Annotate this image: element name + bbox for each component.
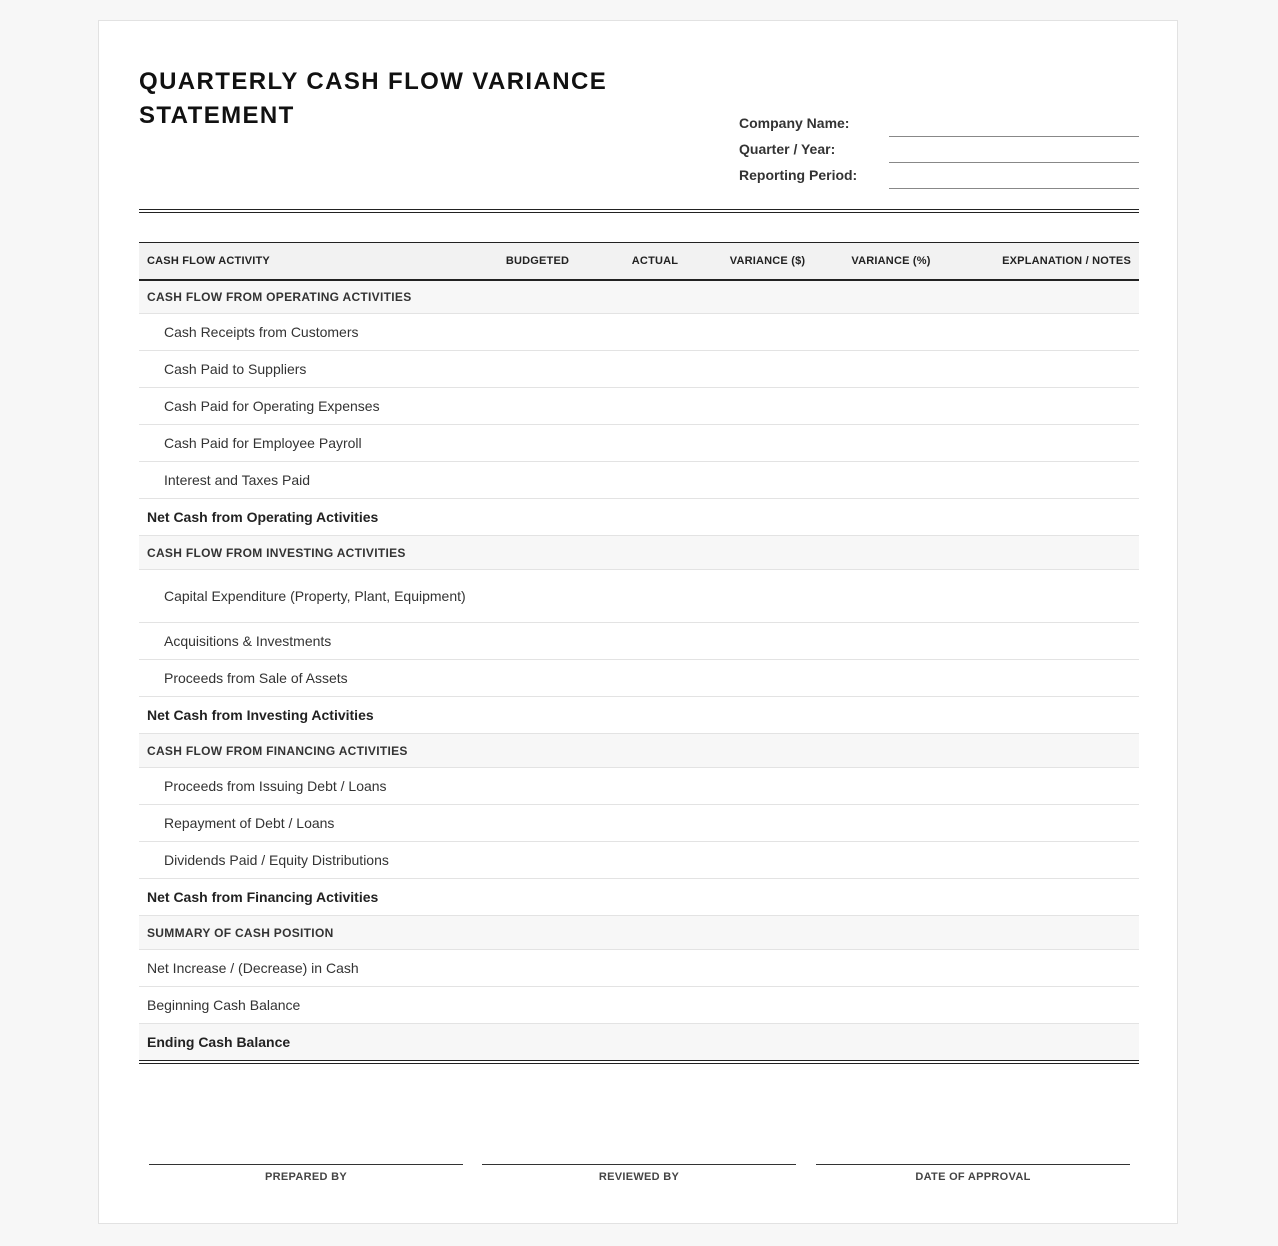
beginning-balance-row (139, 987, 1139, 1024)
budgeted-cell[interactable] (474, 462, 601, 499)
actual-cell[interactable] (601, 1024, 709, 1061)
budgeted-cell[interactable] (474, 499, 601, 536)
row-label: Proceeds from Sale of Assets (139, 660, 474, 697)
table-row (139, 388, 1139, 425)
variance-pct-cell[interactable] (826, 950, 956, 987)
actual-cell[interactable] (601, 314, 709, 351)
row-label: Cash Paid for Operating Expenses (139, 388, 474, 425)
cash-flow-table (139, 242, 1139, 1061)
variance-amount-cell[interactable] (709, 1024, 826, 1061)
budgeted-cell[interactable] (474, 950, 601, 987)
variance-pct-cell[interactable] (826, 462, 956, 499)
notes-cell[interactable] (956, 697, 1139, 734)
notes-cell[interactable] (956, 388, 1139, 425)
company-name-label: Company Name: (739, 115, 850, 131)
reporting-period-field[interactable] (889, 188, 1139, 189)
variance-pct-cell[interactable] (826, 697, 956, 734)
table-bottom-divider (139, 1060, 1139, 1064)
variance-amount-cell[interactable] (709, 570, 826, 623)
notes-cell[interactable] (956, 570, 1139, 623)
notes-cell[interactable] (956, 805, 1139, 842)
row-label: Beginning Cash Balance (139, 987, 474, 1024)
variance-pct-cell[interactable] (826, 499, 956, 536)
document-title: QUARTERLY CASH FLOW VARIANCE STATEMENT (139, 68, 608, 129)
header-budgeted: BUDGETED (505, 254, 570, 267)
row-label: Cash Receipts from Customers (139, 314, 474, 351)
total-row-investing (139, 697, 1139, 734)
notes-cell[interactable] (956, 842, 1139, 879)
notes-cell[interactable] (956, 879, 1139, 916)
table-row (139, 842, 1139, 879)
company-meta-block (739, 113, 1139, 191)
total-label: Net Cash from Investing Activities (139, 697, 474, 734)
row-label: Cash Paid to Suppliers (139, 351, 474, 388)
variance-amount-cell[interactable] (709, 987, 826, 1024)
actual-cell[interactable] (601, 351, 709, 388)
quarter-year-row (739, 139, 1139, 165)
section-heading: CASH FLOW FROM FINANCING ACTIVITIES (139, 734, 1139, 768)
budgeted-cell[interactable] (474, 660, 601, 697)
budgeted-cell[interactable] (474, 879, 601, 916)
actual-cell[interactable] (601, 987, 709, 1024)
budgeted-cell[interactable] (474, 768, 601, 805)
variance-amount-cell[interactable] (709, 623, 826, 660)
actual-cell[interactable] (601, 570, 709, 623)
variance-pct-cell[interactable] (826, 987, 956, 1024)
budgeted-cell[interactable] (474, 351, 601, 388)
notes-cell[interactable] (956, 768, 1139, 805)
section-financing (139, 734, 1139, 768)
quarter-year-label: Quarter / Year: (739, 141, 836, 157)
table-row (139, 660, 1139, 697)
budgeted-cell[interactable] (474, 425, 601, 462)
notes-cell[interactable] (956, 950, 1139, 987)
table-row (139, 570, 1139, 623)
budgeted-cell[interactable] (474, 623, 601, 660)
variance-amount-cell[interactable] (709, 879, 826, 916)
table-row (139, 351, 1139, 388)
actual-cell[interactable] (601, 879, 709, 916)
header-divider (139, 209, 1139, 213)
variance-amount-cell[interactable] (709, 425, 826, 462)
notes-cell[interactable] (956, 623, 1139, 660)
variance-amount-cell[interactable] (709, 351, 826, 388)
variance-pct-cell[interactable] (826, 425, 956, 462)
actual-cell[interactable] (601, 950, 709, 987)
budgeted-cell[interactable] (474, 388, 601, 425)
variance-pct-cell[interactable] (826, 1024, 956, 1061)
table-row (139, 314, 1139, 351)
header-actual: ACTUAL (631, 254, 679, 267)
section-heading: SUMMARY OF CASH POSITION (139, 916, 1139, 950)
row-label: Proceeds from Issuing Debt / Loans (139, 768, 474, 805)
budgeted-cell[interactable] (474, 697, 601, 734)
table-header-row (139, 243, 1139, 280)
date-of-approval-line[interactable] (816, 1164, 1130, 1183)
actual-cell[interactable] (601, 623, 709, 660)
table-row (139, 805, 1139, 842)
variance-amount-cell[interactable] (709, 314, 826, 351)
row-label: Acquisitions & Investments (139, 623, 474, 660)
company-name-field[interactable] (889, 136, 1139, 137)
reporting-period-label: Reporting Period: (739, 167, 858, 183)
row-label: Repayment of Debt / Loans (139, 805, 474, 842)
actual-cell[interactable] (601, 499, 709, 536)
row-label: Ending Cash Balance (147, 1034, 291, 1051)
date-of-approval-label: DATE OF APPROVAL (915, 1171, 1031, 1183)
notes-cell[interactable] (956, 425, 1139, 462)
actual-cell[interactable] (601, 842, 709, 879)
notes-cell[interactable] (956, 987, 1139, 1024)
variance-amount-cell[interactable] (709, 697, 826, 734)
notes-cell[interactable] (956, 499, 1139, 536)
actual-cell[interactable] (601, 388, 709, 425)
notes-cell[interactable] (956, 462, 1139, 499)
table-row (139, 623, 1139, 660)
variance-amount-cell[interactable] (709, 768, 826, 805)
table-row (139, 768, 1139, 805)
variance-pct-cell[interactable] (826, 768, 956, 805)
variance-pct-cell[interactable] (826, 805, 956, 842)
statement-sheet (98, 20, 1178, 1224)
variance-amount-cell[interactable] (709, 462, 826, 499)
table-row (139, 425, 1139, 462)
variance-amount-cell[interactable] (709, 388, 826, 425)
total-row-financing (139, 879, 1139, 916)
variance-pct-cell[interactable] (826, 879, 956, 916)
net-change-row (139, 950, 1139, 987)
variance-pct-cell[interactable] (826, 570, 956, 623)
variance-pct-cell[interactable] (826, 351, 956, 388)
section-investing (139, 536, 1139, 570)
variance-pct-cell[interactable] (826, 842, 956, 879)
variance-pct-cell[interactable] (826, 660, 956, 697)
ending-balance-row (139, 1024, 1139, 1061)
section-operating (139, 280, 1139, 314)
actual-cell[interactable] (601, 425, 709, 462)
prepared-by-label: PREPARED BY (265, 1171, 347, 1183)
budgeted-cell[interactable] (474, 570, 601, 623)
notes-cell[interactable] (956, 1024, 1139, 1061)
row-label: Interest and Taxes Paid (139, 462, 474, 499)
budgeted-cell[interactable] (474, 842, 601, 879)
row-label: Capital Expenditure (Property, Plant, Equipment) (139, 570, 474, 623)
row-label: Cash Paid for Employee Payroll (139, 425, 474, 462)
actual-cell[interactable] (601, 805, 709, 842)
total-label: Net Cash from Operating Activities (139, 499, 474, 536)
notes-cell[interactable] (956, 660, 1139, 697)
header-activity: CASH FLOW ACTIVITY (147, 254, 270, 267)
header-notes: EXPLANATION / NOTES (1002, 254, 1131, 267)
quarter-year-field[interactable] (889, 162, 1139, 163)
notes-cell[interactable] (956, 314, 1139, 351)
table-row (139, 462, 1139, 499)
budgeted-cell[interactable] (474, 805, 601, 842)
row-label: Net Increase / (Decrease) in Cash (139, 950, 474, 987)
actual-cell[interactable] (601, 768, 709, 805)
budgeted-cell[interactable] (474, 1024, 601, 1061)
variance-pct-cell[interactable] (826, 388, 956, 425)
actual-cell[interactable] (601, 462, 709, 499)
reviewed-by-signature-line[interactable] (482, 1164, 796, 1183)
total-row-operating (139, 499, 1139, 536)
notes-cell[interactable] (956, 351, 1139, 388)
variance-amount-cell[interactable] (709, 499, 826, 536)
variance-pct-cell[interactable] (826, 623, 956, 660)
budgeted-cell[interactable] (474, 314, 601, 351)
variance-amount-cell[interactable] (709, 950, 826, 987)
reviewed-by-label: REVIEWED BY (598, 1171, 680, 1183)
variance-amount-cell[interactable] (709, 660, 826, 697)
header-variance-pct: VARIANCE (%) (851, 254, 931, 267)
header-variance-amount: VARIANCE ($) (729, 254, 806, 267)
row-label: Dividends Paid / Equity Distributions (139, 842, 474, 879)
section-heading: CASH FLOW FROM INVESTING ACTIVITIES (139, 536, 1139, 570)
section-summary (139, 916, 1139, 950)
total-label: Net Cash from Financing Activities (139, 879, 474, 916)
prepared-by-signature-line[interactable] (149, 1164, 463, 1183)
budgeted-cell[interactable] (474, 987, 601, 1024)
section-heading: CASH FLOW FROM OPERATING ACTIVITIES (139, 280, 1139, 314)
variance-amount-cell[interactable] (709, 805, 826, 842)
reporting-period-row (739, 165, 1139, 191)
variance-amount-cell[interactable] (709, 842, 826, 879)
variance-pct-cell[interactable] (826, 314, 956, 351)
actual-cell[interactable] (601, 697, 709, 734)
company-name-row (739, 113, 1139, 139)
actual-cell[interactable] (601, 660, 709, 697)
